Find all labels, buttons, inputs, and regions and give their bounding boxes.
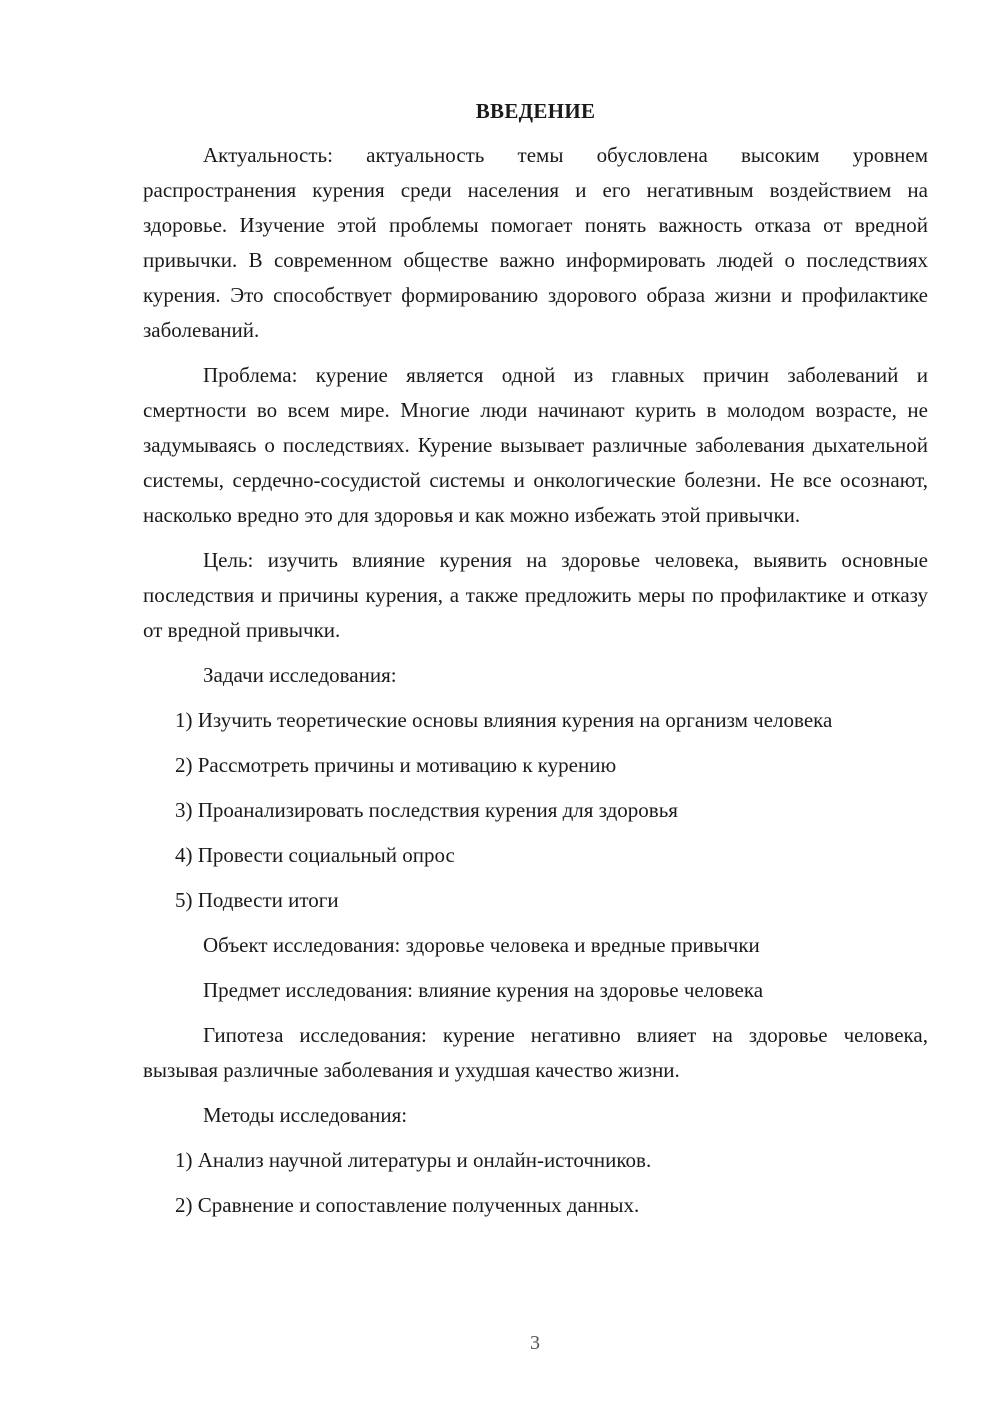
page-number: 3 xyxy=(530,1332,540,1354)
task-item: 4) Провести социальный опрос xyxy=(175,843,455,867)
task-item: 1) Изучить теоретические основы влияния курения на организм человека xyxy=(175,708,833,732)
method-item: 2) Сравнение и сопоставление полученных данных. xyxy=(175,1193,640,1217)
tasks-heading: Задачи исследования: xyxy=(203,663,397,687)
section-title: ВВЕДЕНИЕ xyxy=(475,99,596,123)
problem-paragraph: Проблема: курение является одной из главных причин заболеваний и смертности во всем мире. Многие люди начинают курить в молодом возрасте, не задумываясь о последствиях. Курение вызывает различные заболевания дыхательной системы, сердечно-сосудистой системы и онкологические болезни. Не все осознают, насколько вредно это для здоровья и как можно избежать этой привычки. xyxy=(143,363,928,527)
research-subject: Предмет исследования: влияние курения на здоровье человека xyxy=(203,978,764,1002)
goal-paragraph: Цель: изучить влияние курения на здоровье человека, выявить основные последствия и причины курения, а также предложить меры по профилактике и отказу от вредной привычки. xyxy=(143,548,928,642)
task-item: 3) Проанализировать последствия курения для здоровья xyxy=(175,798,678,822)
methods-heading: Методы исследования: xyxy=(203,1103,408,1127)
task-item: 5) Подвести итоги xyxy=(175,888,339,912)
relevance-paragraph: Актуальность: актуальность темы обусловлена высоким уровнем распространения курения среди населения и его негативным воздействием на здоровье. Изучение этой проблемы помогает понять важность отказа от вредной привычки. В современном обществе важно информировать людей о последствиях курения. Это способствует формированию здорового образа жизни и профилактике заболеваний. xyxy=(143,143,928,342)
document-page xyxy=(143,96,928,1233)
task-item: 2) Рассмотреть причины и мотивацию к курению xyxy=(175,753,617,777)
method-item: 1) Анализ научной литературы и онлайн-источников. xyxy=(175,1148,652,1172)
research-object: Объект исследования: здоровье человека и вредные привычки xyxy=(203,933,760,957)
hypothesis-paragraph: Гипотеза исследования: курение негативно влияет на здоровье человека, вызывая различные заболевания и ухудшая качество жизни. xyxy=(143,1023,928,1082)
